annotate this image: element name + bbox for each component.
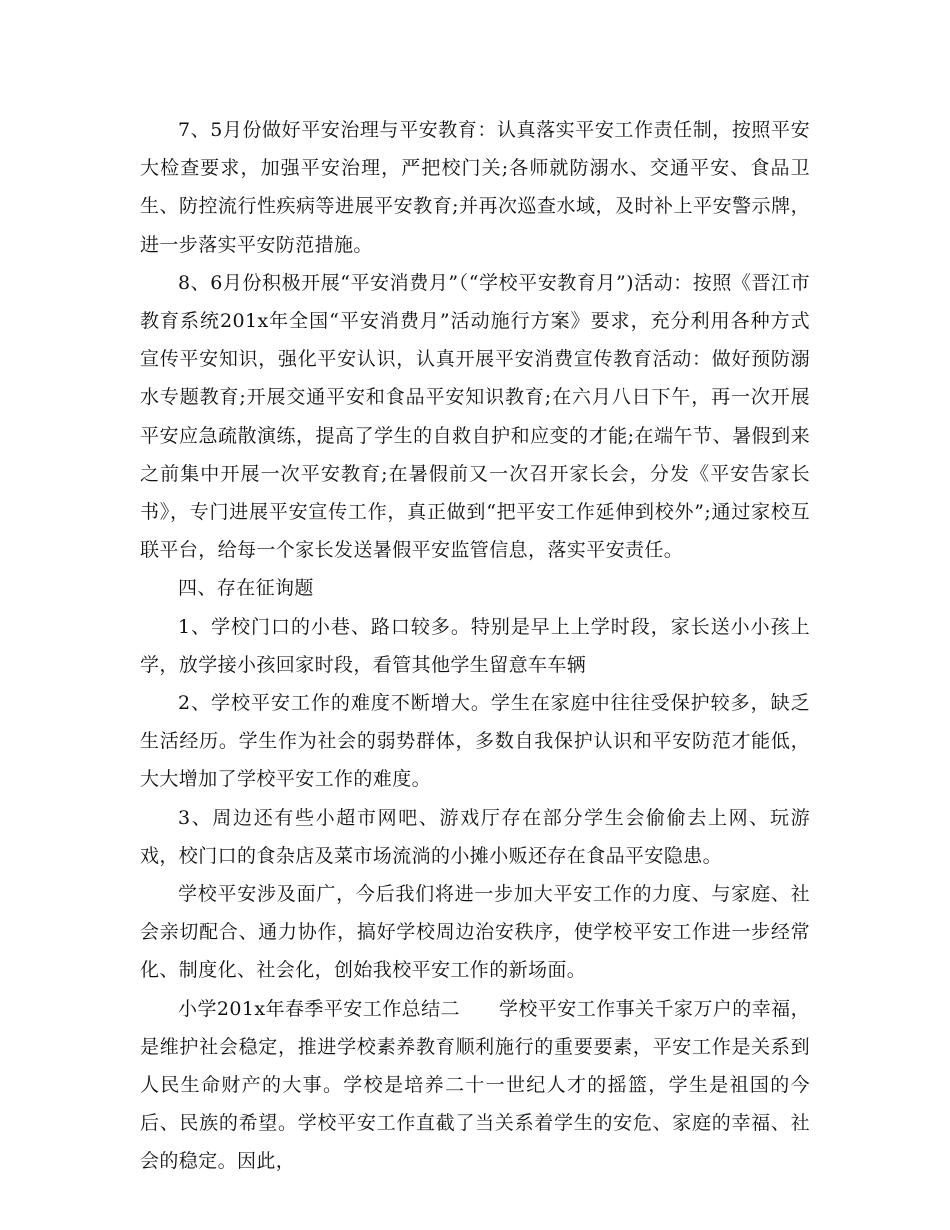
section-heading-issues: 四、存在征询题 (178, 577, 314, 600)
paragraph-issue-2: 2、学校平安工作的难度不断增大。学生在家庭中往往受保护较多，缺乏生活经历。学生作为社会的弱势群体，多数自我保护认识和平安防范才能低，大大增加了学校平安工作的难度。 (140, 692, 810, 791)
paragraph-conclusion: 学校平安涉及面广，今后我们将进一步加大平安工作的力度、与家庭、社会亲切配合、通力协作，搞好学校周边治安秩序，使学校平安工作进一步经常化、制度化、社会化，创始我校平安工作的新场面。 (140, 883, 810, 982)
paragraph-issue-1: 1、学校门口的小巷、路口较多。特别是早上上学时段，家长送小小孩上学，放学接小孩回家时段，看管其他学生留意车车辆 (140, 615, 810, 676)
paragraph-summary-two: 小学201x年春季平安工作总结二 学校平安工作事关千家万户的幸福，是维护社会稳定，推进学校素养教育顺利施行的重要要素，平安工作是关系到人民生命财产的大事。学校是培养二十一世纪人才的摇篮，学生是祖国的今后、民族的希望。学校平安工作直截了当关系着学生的安危、家庭的幸福、社会的稳定。因此， (140, 997, 810, 1173)
paragraph-issue-3: 3、周边还有些小超市网吧、游戏厅存在部分学生会偷偷去上网、玩游戏，校门口的食杂店及菜市场流淌的小摊小贩还存在食品平安隐患。 (140, 806, 810, 867)
paragraph-item-8: 8、6月份积极开展“平安消费月”（“学校平安教育月”)活动：按照《晋江市教育系统201x年全国“平安消费月”活动施行方案》要求，充分利用各种方式宣传平安知识，强化平安认识，认真开展平安消费宣传教育活动：做好预防溺水专题教育;开展交通平安和食品平安知识教育;在六月八日下午，再一次开展平安应急疏散演练，提高了学生的自救自护和应变的才能;在端午节、暑假到来之前集中开展一次平安教育;在暑假前又一次召开家长会，分发《平安告家长书》，专门进展平安宣传工作，真正做到“把平安工作延伸到校外”;通过家校互联平台，给每一个家长发送暑假平安监管信息，落实平安责任。 (140, 271, 810, 562)
paragraph-item-7: 7、5月份做好平安治理与平安教育：认真落实平安工作责任制，按照平安大检查要求，加强平安治理，严把校门关;各师就防溺水、交通平安、食品卫生、防控流行性疾病等进展平安教育;并再次巡查水域，及时补上平安警示牌，进一步落实平安防范措施。 (140, 119, 810, 256)
document-body (140, 111, 810, 1181)
